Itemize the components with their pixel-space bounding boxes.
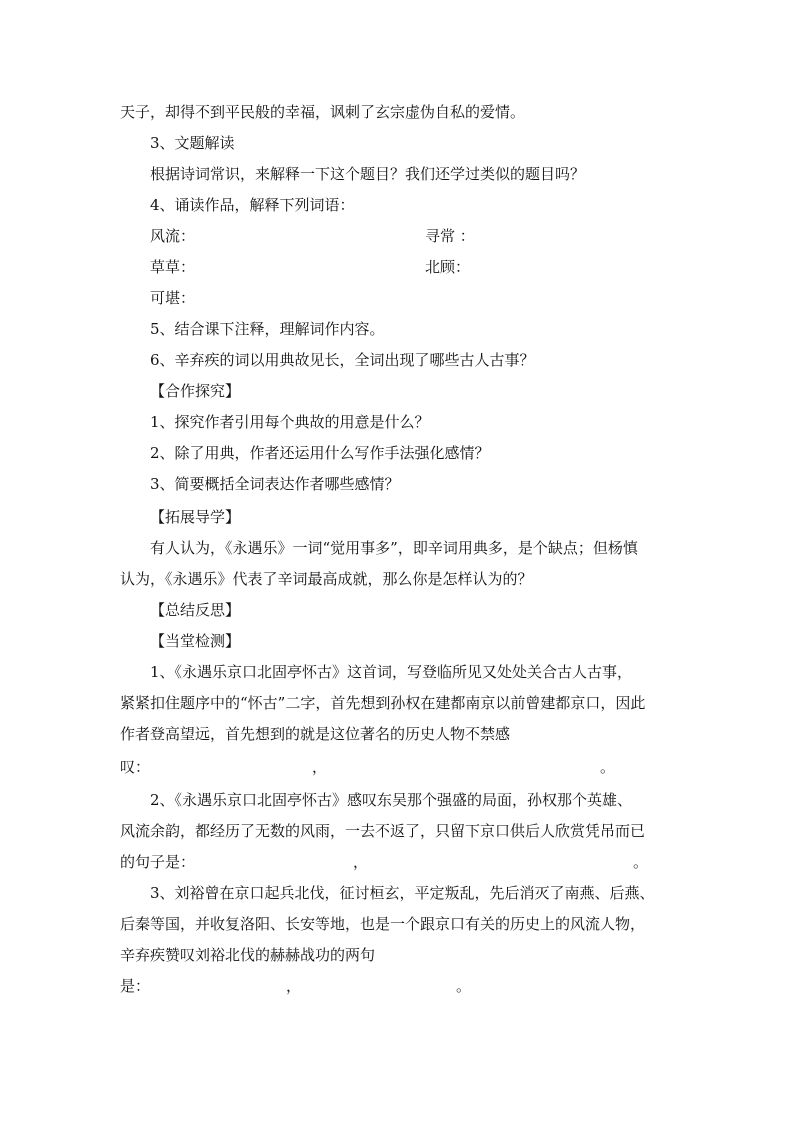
vocab-fengliu: 风流： xyxy=(150,227,196,245)
vocab-xunchang: 寻常 ： xyxy=(425,227,475,245)
answer-comma: ， xyxy=(286,977,302,995)
hezuo-question-2: 2、除了用典，作者还运用什么写作手法强化感情？ xyxy=(150,444,490,462)
dangtang-q2-line-2: 风流余韵，都经历了无数的风雨，一去不返了，只留下京口供后人欣赏凭吊而已 xyxy=(120,822,646,840)
vocab-kekan: 可堪： xyxy=(150,289,196,307)
dangtang-q1-line-2: 紧紧扣住题序中的“怀古”二字，首先想到孙权在建都南京以前曾建都京口，因此 xyxy=(120,694,646,712)
answer-lead: 的句子是： xyxy=(120,853,196,871)
hezuo-question-3: 3、简要概括全词表达作者哪些感情？ xyxy=(150,475,400,493)
vocab-row-1 xyxy=(150,226,710,246)
section-heading-tuozhan: 【拓展导学】 xyxy=(150,508,241,526)
tuozhan-paragraph-line-1: 有人认为，《永遇乐》一词“觉用事多”，即辛词用典多，是个缺点；但杨慎 xyxy=(150,539,638,557)
dangtang-q2-answer-line xyxy=(120,852,660,872)
tuozhan-paragraph-line-2: 认为，《永遇乐》代表了辛词最高成就，那么你是怎样认为的？ xyxy=(120,570,533,588)
dangtang-q2-line-1: 2、《永遇乐京口北固亭怀古》感叹东吴那个强盛的局面，孙权那个英雄、 xyxy=(150,791,633,809)
vocab-row-2 xyxy=(150,257,710,277)
answer-lead: 是： xyxy=(120,977,151,995)
item-3-heading: 3、文题解读 xyxy=(150,134,235,152)
task-5: 5、结合课下注释，理解词作内容。 xyxy=(150,320,385,338)
answer-period: 。 xyxy=(633,853,649,871)
dangtang-q3-answer-line xyxy=(120,976,520,996)
vocab-caocao: 草草： xyxy=(150,258,196,276)
dangtang-q3-line-1: 3、刘裕曾在京口起兵北伐，征讨桓玄，平定叛乱，先后消灭了南燕、后燕、 xyxy=(150,884,655,902)
dangtang-q3-line-2: 后秦等国，并收复洛阳、长安等地，也是一个跟京口有关的历史上的风流人物， xyxy=(120,915,646,933)
answer-comma: ， xyxy=(312,758,328,776)
section-heading-dangtang: 【当堂检测】 xyxy=(150,632,241,650)
answer-period: 。 xyxy=(600,758,616,776)
dangtang-q1-answer-line xyxy=(120,757,620,777)
section-heading-hezuo: 【合作探究】 xyxy=(150,382,241,400)
answer-comma: ， xyxy=(353,853,369,871)
answer-period: 。 xyxy=(456,977,472,995)
task-6: 6、辛弃疾的词以用典故见长，全词出现了哪些古人古事？ xyxy=(150,351,535,369)
section-heading-zongjie: 【总结反思】 xyxy=(150,601,241,619)
item-4-instruction: 4、诵读作品，解释下列词语： xyxy=(150,196,355,214)
dangtang-q3-line-3: 辛弃疾赞叹刘裕北伐的赫赫战功的两句 xyxy=(120,946,376,964)
dangtang-q1-line-1: 1、《永遇乐京口北固亭怀古》这首词，写登临所见又处处关合古人古事， xyxy=(150,663,633,681)
item-3-question: 根据诗词常识，来解释一下这个题目？我们还学过类似的题目吗？ xyxy=(150,165,586,183)
dangtang-q1-line-3: 作者登高望远，首先想到的就是这位著名的历史人物不禁感 xyxy=(120,725,511,743)
continuation-line: 天子，却得不到平民般的幸福，讽刺了玄宗虚伪自私的爱情。 xyxy=(120,103,526,121)
answer-lead: 叹： xyxy=(120,758,151,776)
vocab-beigu: 北顾： xyxy=(425,258,471,276)
hezuo-question-1: 1、探究作者引用每个典故的用意是什么？ xyxy=(150,413,430,431)
